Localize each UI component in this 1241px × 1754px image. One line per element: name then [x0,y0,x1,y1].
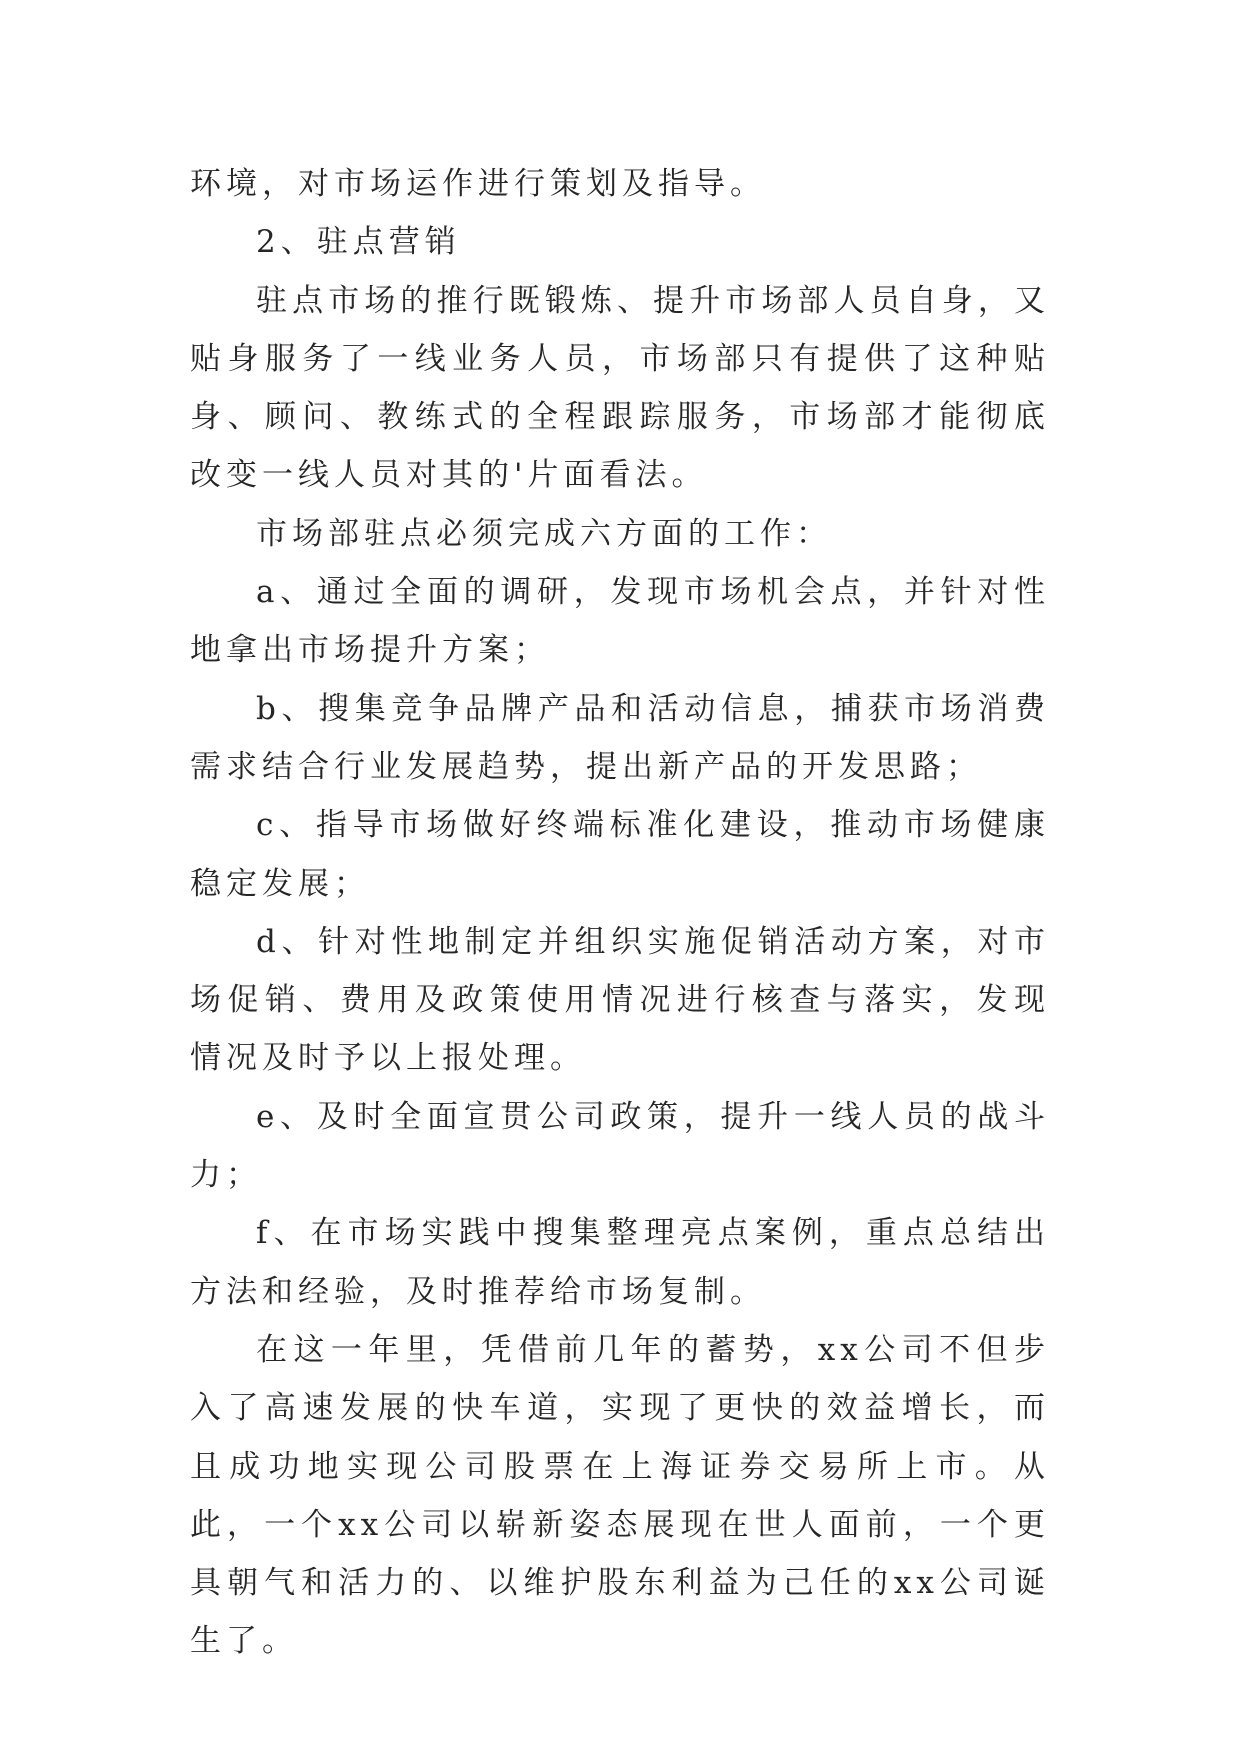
document-body [190,155,1050,1671]
list-item: d、针对性地制定并组织实施促销活动方案，对市场促销、费用及政策使用情况进行核查与落实，发现情况及时予以上报处理。 [190,923,1050,1077]
list-item: f、在市场实践中搜集整理亮点案例，重点总结出方法和经验，及时推荐给市场复制。 [190,1215,1050,1310]
list-item: e、及时全面宣贯公司政策，提升一线人员的战斗力； [190,1098,1050,1194]
list-item: a、通过全面的调研，发现市场机会点，并针对性地拿出市场提升方案； [190,574,1050,669]
section-heading: 2、驻点营销 [256,224,461,261]
list-item: c、指导市场做好终端标准化建设，推动市场健康稳定发展； [190,807,1050,902]
paragraph: 市场部驻点必须完成六方面的工作： [256,515,832,552]
paragraph: 在这一年里，凭借前几年的蓄势，xx公司不但步入了高速发展的快车道，实现了更快的效益增长，而且成功地实现公司股票在上海证券交易所上市。从此，一个xx公司以崭新姿态展现在世人面前，一个更具朝气和活力的、以维护股东利益为己任的xx公司诞生了。 [190,1331,1050,1660]
paragraph: 驻点市场的推行既锻炼、提升市场部人员自身，又贴身服务了一线业务人员，市场部只有提供了这种贴身、顾问、教练式的全程跟踪服务，市场部才能彻底改变一线人员对其的'片面看法。 [190,282,1050,494]
paragraph-continuation: 环境，对市场运作进行策划及指导。 [190,166,766,202]
list-item: b、搜集竞争品牌产品和活动信息，捕获市场消费需求结合行业发展趋势，提出新产品的开发思路； [190,690,1050,785]
